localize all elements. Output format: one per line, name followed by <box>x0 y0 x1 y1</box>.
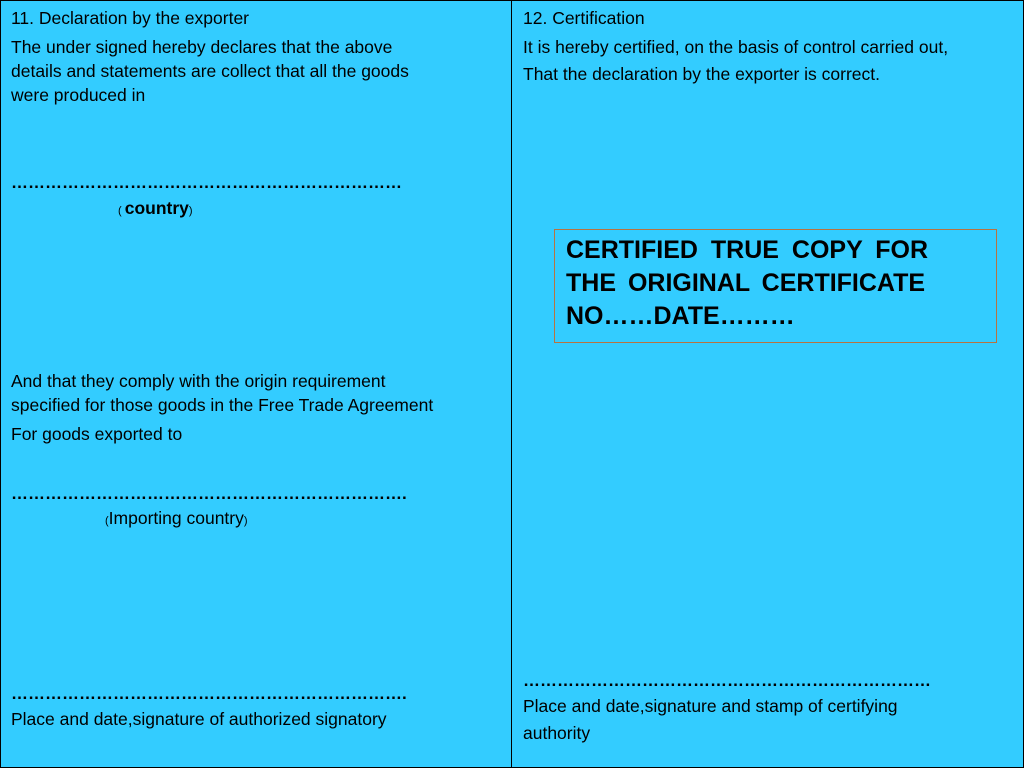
importing-country-dotted-line: ……………………………………………………………. <box>11 484 407 503</box>
importing-country-caption: (Importing country) <box>105 508 248 528</box>
origin-text-line: specified for those goods in the Free Trade Agreement <box>11 395 434 415</box>
declaration-text-line: were produced in <box>11 85 146 105</box>
stamp-line: THE ORIGINAL CERTIFICATE <box>566 269 926 297</box>
origin-text-line: For goods exported to <box>11 424 183 444</box>
authority-caption-line: Place and date,signature and stamp of certifying <box>523 696 898 716</box>
certification-text-line: It is hereby certified, on the basis of control carried out, <box>523 37 949 57</box>
origin-text-line: And that they comply with the origin requirement <box>11 371 386 391</box>
country-label: country <box>124 198 189 218</box>
column-divider <box>511 0 512 768</box>
country-caption: ( country) <box>118 198 193 218</box>
certification-heading: 12. Certification <box>523 8 645 28</box>
country-dotted-line: …………………………………………………………… <box>11 173 402 192</box>
stamp-line: CERTIFIED TRUE COPY FOR <box>566 236 929 264</box>
authority-caption-line: authority <box>523 723 591 743</box>
importing-country-label: Importing country <box>108 508 244 528</box>
certified-copy-stamp <box>554 229 997 343</box>
declaration-text-line: details and statements are collect that all the goods <box>11 61 409 81</box>
certification-text-line: That the declaration by the exporter is correct. <box>523 64 880 84</box>
authority-dotted-line: ……………………………………………………………… <box>523 671 931 690</box>
signatory-caption: Place and date,signature of authorized signatory <box>11 709 387 729</box>
declaration-text-line: The under signed hereby declares that the above <box>11 37 393 57</box>
declaration-heading: 11. Declaration by the exporter <box>11 8 250 28</box>
stamp-line: NO……DATE……… <box>566 302 795 330</box>
signatory-dotted-line: ……………………………………………………………. <box>11 684 407 703</box>
